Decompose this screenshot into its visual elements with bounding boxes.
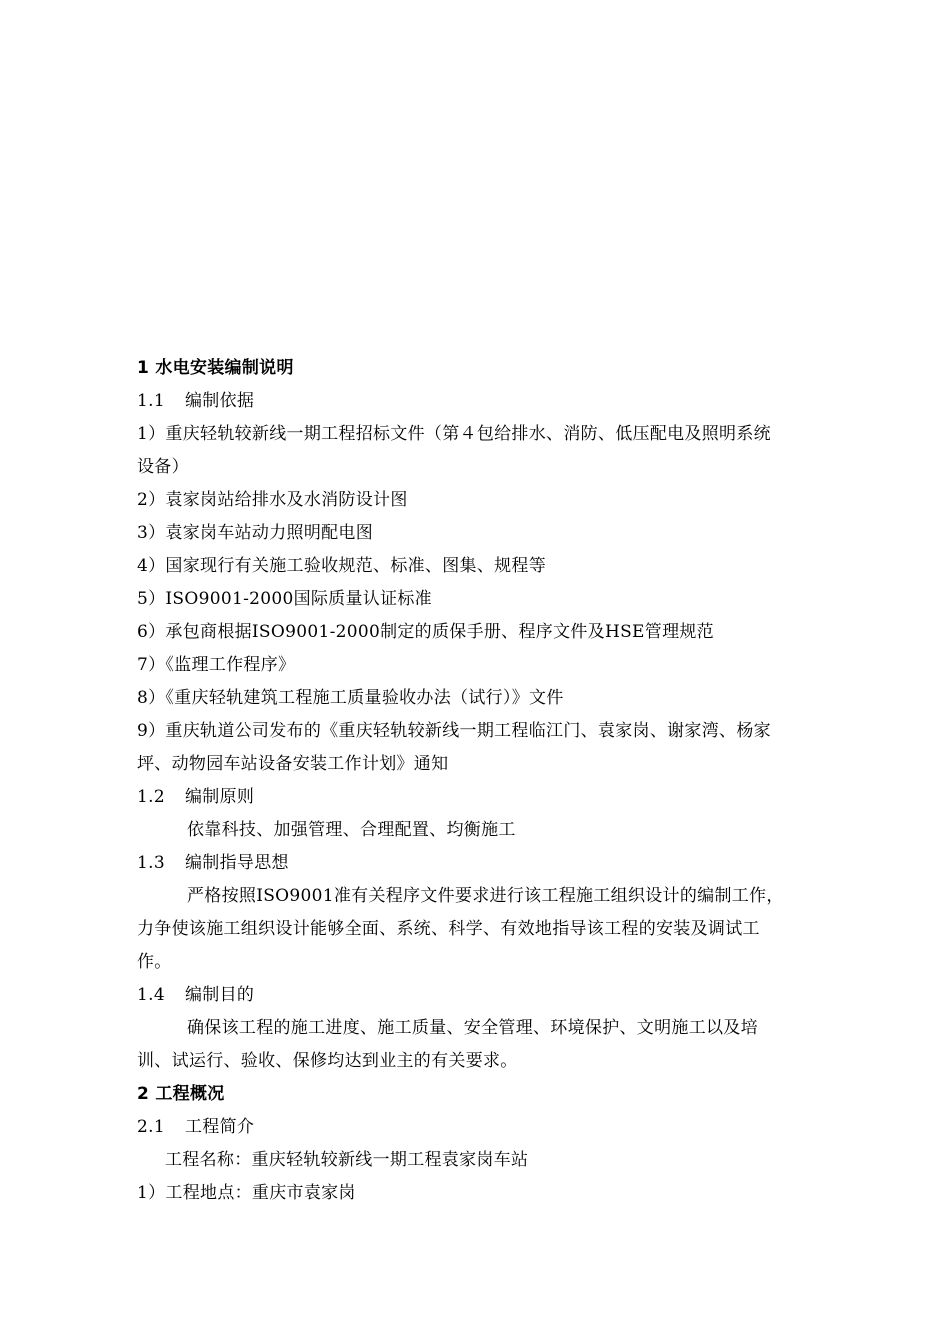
heading-1: 1 水电安装编制说明 (137, 358, 294, 378)
basis-line: 6）承包商根据ISO9001-2000制定的质保手册、程序文件及HSE管理规范 (137, 622, 714, 642)
basis-line: 3）袁家岗车站动力照明配电图 (137, 523, 374, 543)
purpose-line: 确保该工程的施工进度、施工质量、安全管理、环境保护、文明施工以及培 (187, 1018, 758, 1038)
guide-line: 作。 (137, 952, 172, 972)
heading-2: 2 工程概况 (137, 1084, 225, 1104)
section-number: 2.1 (137, 1117, 165, 1137)
basis-line: 4）国家现行有关施工验收规范、标准、图集、规程等 (137, 556, 547, 576)
section-title: 编制目的 (185, 985, 255, 1005)
project-site: 1）工程地点：重庆市袁家岗 (137, 1183, 356, 1203)
guide-line: 力争使该施工组织设计能够全面、系统、科学、有效地指导该工程的安装及调试工 (137, 919, 760, 939)
section-1-4-heading (137, 979, 839, 1012)
section-number: 1.4 (137, 985, 165, 1005)
basis-line: 坪、动物园车站设备安装工作计划》通知 (137, 754, 449, 774)
basis-line: 8）《重庆轻轨建筑工程施工质量验收办法（试行）》文件 (137, 688, 564, 708)
guide-line: 严格按照ISO9001准有关程序文件要求进行该工程施工组织设计的编制工作， (187, 886, 784, 906)
section-title: 工程简介 (185, 1117, 255, 1137)
section-1-3-heading (137, 847, 839, 880)
section-number: 1.1 (137, 391, 165, 411)
section-title: 编制指导思想 (185, 853, 289, 873)
basis-line: 5）ISO9001-2000国际质量认证标准 (137, 589, 432, 609)
principle-text: 依靠科技、加强管理、合理配置、均衡施工 (187, 820, 516, 840)
basis-line: 9）重庆轨道公司发布的《重庆轻轨较新线一期工程临江门、袁家岗、谢家湾、杨家 (137, 721, 771, 741)
basis-line: 2）袁家岗站给排水及水消防设计图 (137, 490, 408, 510)
purpose-line: 训、试运行、验收、保修均达到业主的有关要求。 (137, 1051, 518, 1071)
section-title: 编制依据 (185, 391, 255, 411)
section-1-1-heading (137, 385, 839, 418)
section-2-1-heading (137, 1111, 839, 1144)
project-name: 工程名称：重庆轻轨较新线一期工程袁家岗车站 (165, 1150, 529, 1170)
document-body (137, 352, 839, 1210)
section-title: 编制原则 (185, 787, 255, 807)
section-1-2-heading (137, 781, 839, 814)
basis-line: 7）《监理工作程序》 (137, 655, 296, 675)
section-number: 1.2 (137, 787, 165, 807)
basis-line: 设备） (137, 457, 189, 477)
basis-line: 1）重庆轻轨较新线一期工程招标文件（第４包给排水、消防、低压配电及照明系统 (137, 424, 771, 444)
section-number: 1.3 (137, 853, 165, 873)
